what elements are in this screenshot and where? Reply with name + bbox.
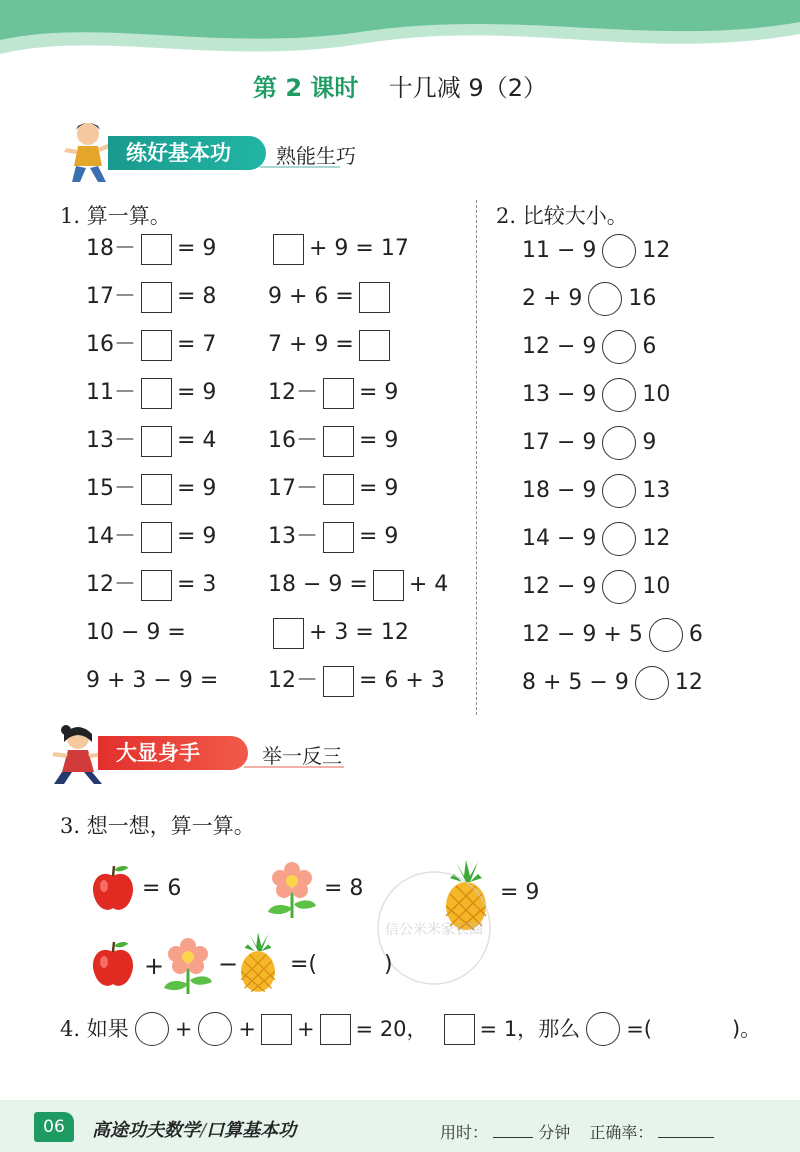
- equation-text: 6: [642, 334, 657, 359]
- equation-text: 10: [642, 574, 671, 599]
- answer-box[interactable]: [141, 378, 172, 409]
- q4-prefix: 4. 如果: [60, 1017, 129, 1041]
- footer-stats: [440, 1120, 714, 1143]
- time-label: 用时：: [440, 1123, 489, 1142]
- compare-circle[interactable]: [602, 522, 636, 556]
- answer-box[interactable]: [273, 618, 304, 649]
- section-subtitle: 举一反三: [262, 744, 342, 768]
- compare-circle[interactable]: [635, 666, 669, 700]
- equation-text: 14－: [86, 524, 136, 549]
- equation-row: [522, 522, 792, 556]
- equation-text: 11－: [86, 380, 136, 405]
- equation-row: [86, 568, 266, 602]
- equation-text: 10 − 9 =: [86, 620, 186, 645]
- minus-sign: −: [218, 950, 239, 978]
- q1-left-column: [86, 232, 266, 712]
- result-close: ): [384, 952, 393, 977]
- compare-circle[interactable]: [588, 282, 622, 316]
- equation-text: 17 − 9: [522, 430, 597, 455]
- flower-icon: [266, 862, 318, 920]
- pineapple-equation: = 9: [500, 880, 540, 905]
- compare-circle[interactable]: [649, 618, 683, 652]
- book-name: 口算基本功: [206, 1120, 297, 1141]
- compare-circle[interactable]: [602, 378, 636, 412]
- answer-box[interactable]: [359, 282, 390, 313]
- equation-text: = 4: [177, 428, 217, 453]
- equation-row: [522, 666, 792, 700]
- time-unit: 分钟: [538, 1123, 571, 1142]
- column-divider: [476, 200, 477, 715]
- equation-text: 9: [642, 430, 657, 455]
- equation-text: 13 − 9: [522, 382, 597, 407]
- answer-box[interactable]: [323, 522, 354, 553]
- equation-row: [268, 616, 473, 650]
- result-open: =(: [626, 1017, 652, 1041]
- equation-row: [268, 328, 473, 362]
- svg-text:信公米米家长圈: 信公米米家长圈: [385, 922, 483, 938]
- answer-box[interactable]: [323, 426, 354, 457]
- brand-name: 高途功夫数学: [92, 1120, 200, 1141]
- compare-circle[interactable]: [602, 474, 636, 508]
- equation-text: 17－: [86, 284, 136, 309]
- answer-box[interactable]: [141, 234, 172, 265]
- answer-circle[interactable]: [198, 1012, 232, 1046]
- compare-circle[interactable]: [602, 570, 636, 604]
- plus-sign: +: [144, 952, 165, 980]
- equation-row: [86, 280, 266, 314]
- flower-icon: [162, 938, 214, 996]
- equation-text: 12 − 9: [522, 574, 597, 599]
- equation-row: [268, 664, 473, 698]
- equation-text: 16－: [86, 332, 136, 357]
- equals-twenty: = 20，: [355, 1017, 428, 1041]
- equation-row: [268, 232, 473, 266]
- equation-text: = 9: [177, 380, 217, 405]
- brand-slash: /: [200, 1120, 207, 1141]
- q4-line: [60, 1012, 761, 1046]
- answer-circle[interactable]: [586, 1012, 620, 1046]
- equation-text: 12: [642, 526, 671, 551]
- equation-text: 13: [642, 478, 671, 503]
- footer-brand: [92, 1116, 296, 1142]
- equation-text: 10: [642, 382, 671, 407]
- pineapple-icon: [236, 930, 280, 996]
- equation-text: 12－: [268, 380, 318, 405]
- equation-text: 17－: [268, 476, 318, 501]
- equation-text: = 9: [359, 428, 399, 453]
- compare-circle[interactable]: [602, 426, 636, 460]
- equation-text: = 3: [177, 572, 217, 597]
- answer-box[interactable]: [273, 234, 304, 265]
- answer-box[interactable]: [141, 522, 172, 553]
- equation-text: = 9: [359, 476, 399, 501]
- answer-box[interactable]: [323, 378, 354, 409]
- equation-row: [268, 424, 473, 458]
- result-close: )。: [731, 1017, 762, 1041]
- equation-text: + 3 = 12: [309, 620, 409, 645]
- equation-text: 13－: [268, 524, 318, 549]
- compare-circle[interactable]: [602, 234, 636, 268]
- equation-text: = 8: [177, 284, 217, 309]
- equation-text: + 9 = 17: [309, 236, 409, 261]
- equation-text: 14 − 9: [522, 526, 597, 551]
- result-open: =(: [290, 952, 318, 977]
- equation-row: [86, 424, 266, 458]
- q1-heading: 1. 算一算。: [60, 204, 171, 228]
- equation-text: 15－: [86, 476, 136, 501]
- equation-text: 7 + 9 =: [268, 332, 354, 357]
- answer-box[interactable]: [373, 570, 404, 601]
- equation-text: 2 + 9: [522, 286, 583, 311]
- lesson-label: 第 2 课时: [253, 74, 359, 102]
- equation-row: [522, 282, 792, 316]
- header-band: [0, 0, 800, 70]
- page-number: 06: [34, 1112, 74, 1142]
- q1-right-column: [268, 232, 473, 712]
- equation-row: [86, 472, 266, 506]
- equation-row: [86, 232, 266, 266]
- apple-equation: = 6: [142, 876, 182, 901]
- answer-box[interactable]: [141, 426, 172, 457]
- equation-text: 12: [642, 238, 671, 263]
- equation-row: [86, 376, 266, 410]
- equation-text: 12－: [268, 668, 318, 693]
- equation-text: 6: [688, 622, 703, 647]
- equation-text: 12: [674, 670, 703, 695]
- equation-text: = 6 + 3: [359, 668, 445, 693]
- answer-box[interactable]: [323, 474, 354, 505]
- time-blank[interactable]: [493, 1137, 533, 1138]
- answer-box[interactable]: [359, 330, 390, 361]
- equation-row: [86, 664, 266, 698]
- plus-sign: +: [174, 1017, 193, 1041]
- equation-text: 16－: [268, 428, 318, 453]
- q2-heading: 2. 比较大小。: [496, 204, 628, 228]
- equation-text: 18 − 9 =: [268, 572, 368, 597]
- accuracy-label: 正确率：: [589, 1123, 654, 1142]
- equation-text: = 9: [359, 380, 399, 405]
- answer-box[interactable]: [323, 666, 354, 697]
- accuracy-blank[interactable]: [658, 1137, 714, 1138]
- equation-row: [86, 520, 266, 554]
- equation-text: 9 + 3 − 9 =: [86, 668, 219, 693]
- answer-box[interactable]: [444, 1014, 475, 1045]
- q2-rows: [522, 234, 792, 714]
- equation-row: [522, 474, 792, 508]
- answer-circle[interactable]: [135, 1012, 169, 1046]
- section-banner-basics: 练好基本功: [108, 136, 266, 170]
- equation-text: 12 − 9 + 5: [522, 622, 643, 647]
- answer-box[interactable]: [261, 1014, 292, 1045]
- equation-row: [86, 328, 266, 362]
- apple-icon: [90, 864, 136, 914]
- page-title: [0, 68, 800, 103]
- equation-row: [522, 618, 792, 652]
- equation-row: [522, 234, 792, 268]
- equation-text: 13－: [86, 428, 136, 453]
- equation-row: [268, 280, 473, 314]
- apple-icon: [90, 940, 136, 990]
- equation-row: [268, 520, 473, 554]
- q4-then: 那么: [538, 1017, 581, 1041]
- equation-text: 11 − 9: [522, 238, 597, 263]
- flower-equation: = 8: [324, 876, 364, 901]
- answer-box[interactable]: [141, 282, 172, 313]
- equation-row: [522, 426, 792, 460]
- equation-text: = 9: [359, 524, 399, 549]
- equation-row: [522, 330, 792, 364]
- section-subtitle: 熟能生巧: [276, 144, 356, 168]
- equation-text: + 4: [408, 572, 449, 597]
- plus-sign: +: [296, 1017, 315, 1041]
- equation-text: = 7: [177, 332, 217, 357]
- equation-row: [522, 378, 792, 412]
- q3-heading: 3. 想一想，算一算。: [60, 814, 255, 838]
- equation-text: 8 + 5 − 9: [522, 670, 629, 695]
- answer-box[interactable]: [141, 570, 172, 601]
- equation-text: = 9: [177, 236, 217, 261]
- equation-row: [268, 568, 473, 602]
- equation-text: 12 − 9: [522, 334, 597, 359]
- answer-box[interactable]: [141, 474, 172, 505]
- equation-row: [268, 472, 473, 506]
- compare-circle[interactable]: [602, 330, 636, 364]
- equation-text: = 9: [177, 524, 217, 549]
- equation-text: 18 − 9: [522, 478, 597, 503]
- equals-one: = 1，: [479, 1017, 539, 1041]
- equation-text: = 9: [177, 476, 217, 501]
- equation-text: 9 + 6 =: [268, 284, 354, 309]
- equation-row: [522, 570, 792, 604]
- lesson-topic: 十几减 9（2）: [388, 74, 547, 102]
- answer-box[interactable]: [141, 330, 172, 361]
- equation-text: 16: [628, 286, 657, 311]
- equation-text: 18－: [86, 236, 136, 261]
- equation-row: [268, 376, 473, 410]
- plus-sign: +: [238, 1017, 256, 1041]
- equation-row: [86, 616, 266, 650]
- section-banner-challenge: 大显身手: [98, 736, 248, 770]
- answer-box[interactable]: [320, 1014, 351, 1045]
- equation-text: 12－: [86, 572, 136, 597]
